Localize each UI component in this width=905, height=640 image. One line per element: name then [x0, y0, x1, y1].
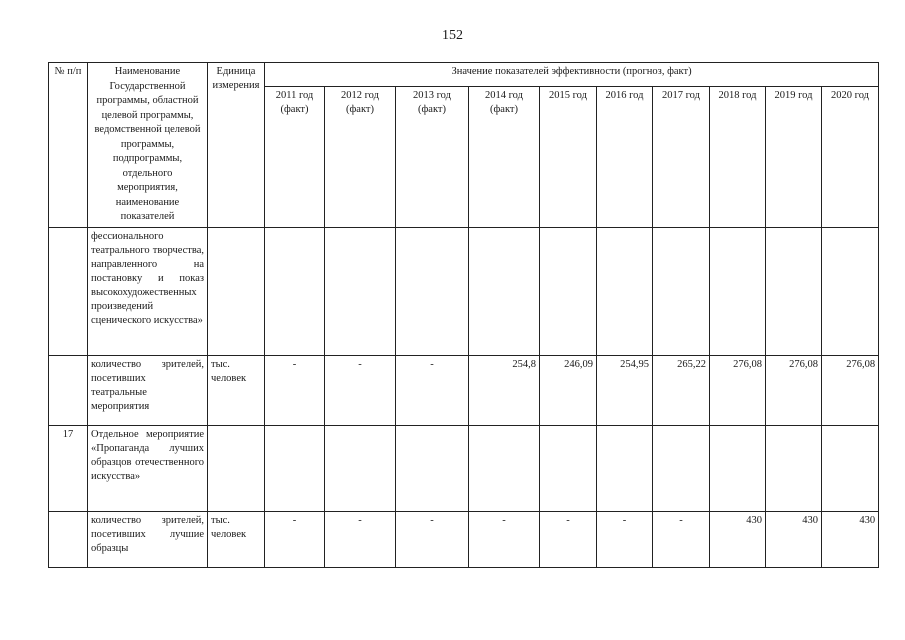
row-value: 276,08 — [766, 355, 822, 425]
row-value: - — [653, 511, 710, 567]
row-value — [265, 425, 325, 511]
row-name: Отдельное мероприятие «Пропаганда лучших образцов отечественного искусства» — [88, 425, 208, 511]
row-value — [325, 227, 396, 355]
header-year: 2019 год — [766, 86, 822, 227]
row-value: - — [325, 511, 396, 567]
row-unit — [208, 227, 265, 355]
row-name: количество зрителей, посетивших лучшие образцы — [88, 511, 208, 567]
row-num — [49, 227, 88, 355]
page-number: 152 — [442, 28, 463, 43]
row-value — [540, 227, 597, 355]
row-unit: тыс. человек — [208, 511, 265, 567]
row-value — [766, 425, 822, 511]
row-value — [396, 425, 469, 511]
row-num — [49, 511, 88, 567]
row-value: - — [265, 355, 325, 425]
row-unit — [208, 425, 265, 511]
header-year: 2013 год (факт) — [396, 86, 469, 227]
row-value: - — [396, 355, 469, 425]
table-row — [49, 227, 879, 355]
row-value — [265, 227, 325, 355]
row-num — [49, 355, 88, 425]
header-year: 2014 год (факт) — [469, 86, 540, 227]
row-value — [597, 425, 653, 511]
row-value: - — [597, 511, 653, 567]
header-name: Наименование Государственной программы, областной целевой программы, ведомственной целевой программы, подпрограммы, отдельного мероприятия, наименование показателей — [88, 63, 208, 228]
row-name: количество зрителей, посетивших театральные мероприятия — [88, 355, 208, 425]
row-value — [766, 227, 822, 355]
header-group-title: Значение показателей эффективности (прогноз, факт) — [265, 63, 879, 87]
row-value — [653, 227, 710, 355]
row-value: - — [265, 511, 325, 567]
header-year: 2015 год — [540, 86, 597, 227]
row-value: 430 — [766, 511, 822, 567]
row-value: - — [540, 511, 597, 567]
header-unit: Единица измерения — [208, 63, 265, 228]
row-value: - — [469, 511, 540, 567]
row-value — [653, 425, 710, 511]
row-value — [469, 425, 540, 511]
row-value — [822, 425, 879, 511]
row-value: 254,8 — [469, 355, 540, 425]
row-value: - — [325, 355, 396, 425]
header-year: 2017 год — [653, 86, 710, 227]
header-year: 2012 год (факт) — [325, 86, 396, 227]
row-value — [597, 227, 653, 355]
row-value — [396, 227, 469, 355]
header-year: 2016 год — [597, 86, 653, 227]
header-num: № п/п — [49, 63, 88, 228]
row-value — [710, 227, 766, 355]
table-row — [49, 355, 879, 425]
header-year: 2018 год — [710, 86, 766, 227]
row-value — [710, 425, 766, 511]
header-year: 2020 год — [822, 86, 879, 227]
table-row — [49, 511, 879, 567]
row-value — [540, 425, 597, 511]
row-value: 265,22 — [653, 355, 710, 425]
row-name: фессионального театрального творчества, направленного на постановку и показ высокохудожественных произведений сценического искусства» — [88, 227, 208, 355]
row-value: 254,95 — [597, 355, 653, 425]
row-value: 276,08 — [822, 355, 879, 425]
row-value: 276,08 — [710, 355, 766, 425]
row-unit: тыс. человек — [208, 355, 265, 425]
row-value — [469, 227, 540, 355]
row-value: 246,09 — [540, 355, 597, 425]
row-value: - — [396, 511, 469, 567]
row-value — [325, 425, 396, 511]
row-value: 430 — [710, 511, 766, 567]
indicators-table — [48, 62, 879, 568]
row-value: 430 — [822, 511, 879, 567]
table-row — [49, 425, 879, 511]
row-num: 17 — [49, 425, 88, 511]
header-year: 2011 год (факт) — [265, 86, 325, 227]
row-value — [822, 227, 879, 355]
